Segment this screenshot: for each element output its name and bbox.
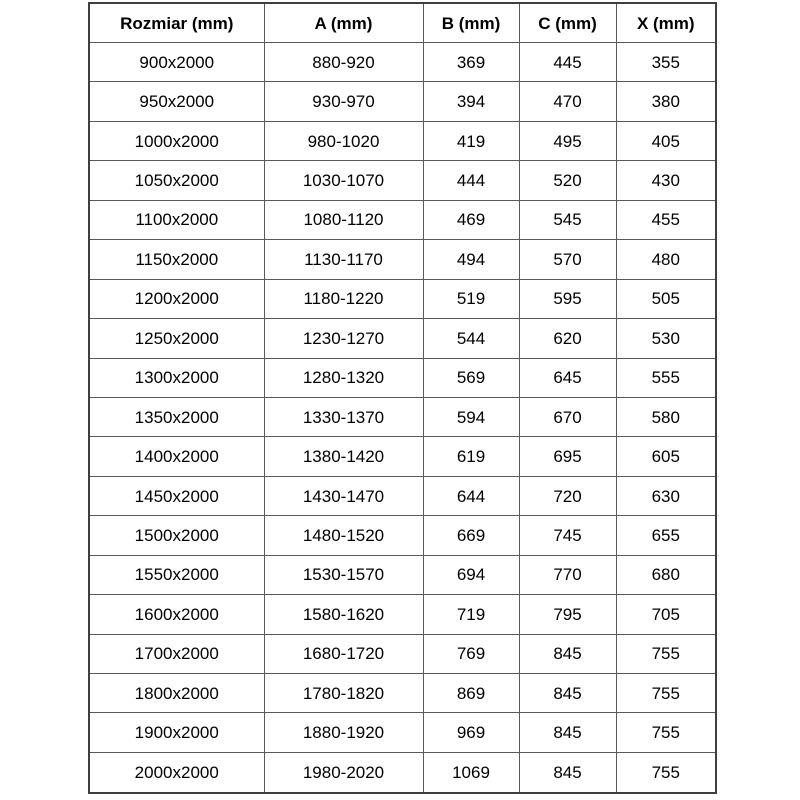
table-cell: 845 [519,713,616,752]
table-cell: 969 [423,713,519,752]
column-header: C (mm) [519,3,616,43]
table-cell: 1500x2000 [89,516,264,555]
table-cell: 1800x2000 [89,674,264,713]
table-row [89,43,716,82]
table-cell: 1050x2000 [89,161,264,200]
table-cell: 570 [519,240,616,279]
table-cell: 1480-1520 [264,516,423,555]
table-cell: 845 [519,674,616,713]
table-row [89,319,716,358]
table-cell: 445 [519,43,616,82]
table-cell: 669 [423,516,519,555]
table-cell: 769 [423,634,519,673]
table-cell: 519 [423,279,519,318]
table-cell: 755 [616,752,716,793]
table-cell: 745 [519,516,616,555]
table-row [89,752,716,793]
table-cell: 1080-1120 [264,200,423,239]
table-cell: 1530-1570 [264,555,423,594]
table-cell: 670 [519,397,616,436]
table-cell: 1700x2000 [89,634,264,673]
table-cell: 719 [423,595,519,634]
table-cell: 1680-1720 [264,634,423,673]
table-cell: 1780-1820 [264,674,423,713]
table-cell: 1380-1420 [264,437,423,476]
table-cell: 505 [616,279,716,318]
table-cell: 430 [616,161,716,200]
table-cell: 1180-1220 [264,279,423,318]
table-row [89,437,716,476]
table-cell: 1300x2000 [89,358,264,397]
table-cell: 530 [616,319,716,358]
table-row [89,161,716,200]
column-header: Rozmiar (mm) [89,3,264,43]
table-cell: 580 [616,397,716,436]
table-cell: 520 [519,161,616,200]
size-table [88,2,717,794]
table-row [89,634,716,673]
column-header: A (mm) [264,3,423,43]
table-cell: 950x2000 [89,82,264,121]
table-row [89,595,716,634]
table-row [89,240,716,279]
table-cell: 1100x2000 [89,200,264,239]
table-cell: 1400x2000 [89,437,264,476]
table-cell: 720 [519,476,616,515]
table-cell: 1250x2000 [89,319,264,358]
table-cell: 1900x2000 [89,713,264,752]
table-cell: 930-970 [264,82,423,121]
table-cell: 1280-1320 [264,358,423,397]
table-cell: 1069 [423,752,519,793]
table-row [89,200,716,239]
table-cell: 1130-1170 [264,240,423,279]
table-cell: 469 [423,200,519,239]
size-table-container [88,2,717,794]
table-cell: 480 [616,240,716,279]
table-cell: 795 [519,595,616,634]
column-header: X (mm) [616,3,716,43]
table-cell: 694 [423,555,519,594]
table-cell: 705 [616,595,716,634]
table-cell: 1150x2000 [89,240,264,279]
table-cell: 1000x2000 [89,121,264,160]
table-row [89,674,716,713]
table-cell: 755 [616,674,716,713]
table-cell: 869 [423,674,519,713]
table-row [89,555,716,594]
table-row [89,397,716,436]
table-row [89,476,716,515]
table-cell: 1580-1620 [264,595,423,634]
table-cell: 355 [616,43,716,82]
table-row [89,279,716,318]
table-cell: 845 [519,634,616,673]
table-cell: 1430-1470 [264,476,423,515]
table-row [89,121,716,160]
table-row [89,516,716,555]
table-cell: 1200x2000 [89,279,264,318]
table-cell: 620 [519,319,616,358]
table-body [89,43,716,794]
table-cell: 605 [616,437,716,476]
table-row [89,82,716,121]
table-cell: 880-920 [264,43,423,82]
header-row [89,3,716,43]
table-cell: 755 [616,634,716,673]
table-cell: 1550x2000 [89,555,264,594]
table-cell: 980-1020 [264,121,423,160]
table-cell: 1600x2000 [89,595,264,634]
table-cell: 1330-1370 [264,397,423,436]
table-cell: 569 [423,358,519,397]
table-cell: 380 [616,82,716,121]
table-cell: 680 [616,555,716,594]
table-cell: 845 [519,752,616,793]
table-cell: 594 [423,397,519,436]
table-row [89,713,716,752]
table-cell: 770 [519,555,616,594]
table-cell: 495 [519,121,616,160]
table-row [89,358,716,397]
table-cell: 394 [423,82,519,121]
table-cell: 444 [423,161,519,200]
table-cell: 1450x2000 [89,476,264,515]
table-cell: 655 [616,516,716,555]
table-cell: 645 [519,358,616,397]
table-cell: 644 [423,476,519,515]
column-header: B (mm) [423,3,519,43]
table-cell: 455 [616,200,716,239]
table-cell: 1230-1270 [264,319,423,358]
table-cell: 1980-2020 [264,752,423,793]
table-cell: 545 [519,200,616,239]
table-cell: 369 [423,43,519,82]
table-cell: 419 [423,121,519,160]
table-cell: 755 [616,713,716,752]
table-cell: 630 [616,476,716,515]
table-cell: 1350x2000 [89,397,264,436]
table-cell: 695 [519,437,616,476]
table-cell: 494 [423,240,519,279]
table-cell: 405 [616,121,716,160]
table-cell: 544 [423,319,519,358]
table-cell: 1880-1920 [264,713,423,752]
table-cell: 595 [519,279,616,318]
table-cell: 470 [519,82,616,121]
table-cell: 555 [616,358,716,397]
table-cell: 619 [423,437,519,476]
table-cell: 1030-1070 [264,161,423,200]
table-cell: 900x2000 [89,43,264,82]
table-cell: 2000x2000 [89,752,264,793]
